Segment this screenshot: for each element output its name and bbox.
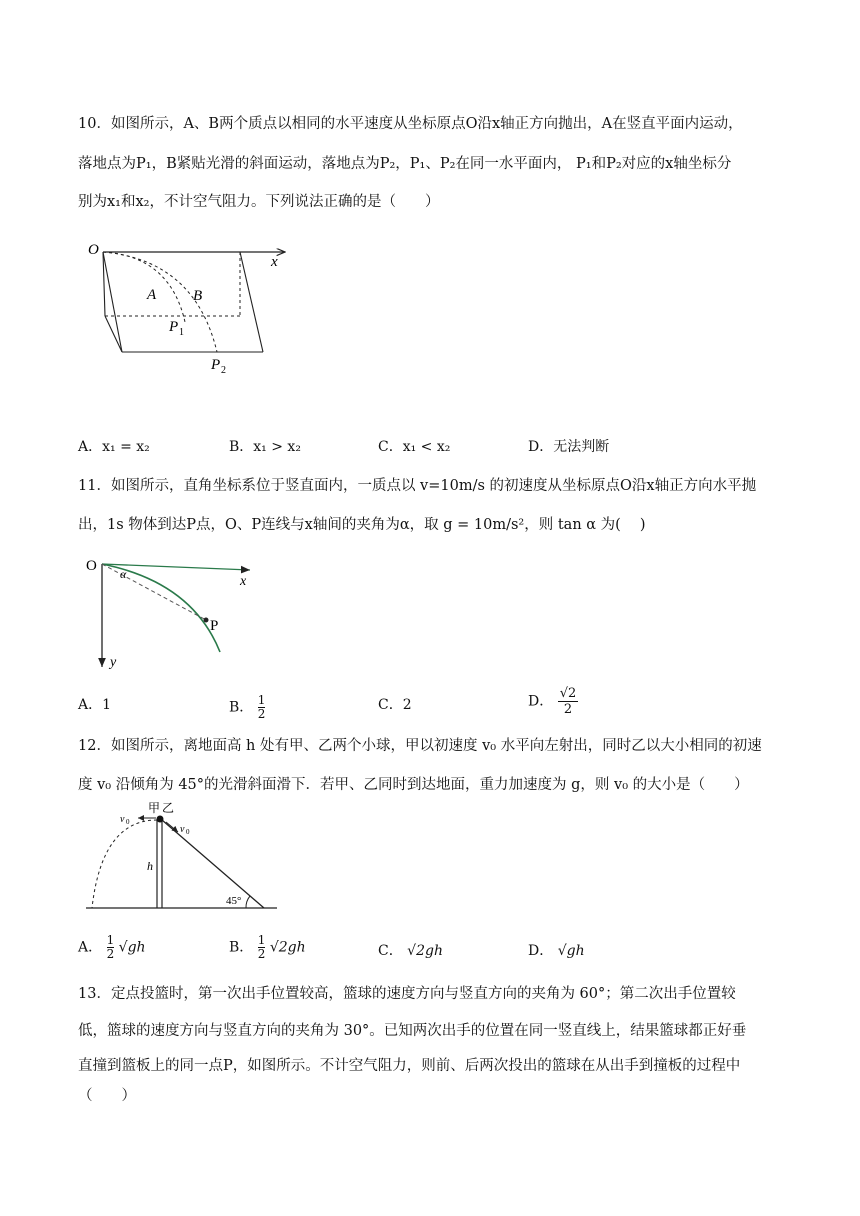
q10-origin-label: O bbox=[88, 242, 99, 258]
q12-label-yi: 乙 bbox=[162, 801, 175, 815]
q12-option-a-denominator: 2 bbox=[106, 947, 115, 961]
q12-option-b-letter: B． bbox=[229, 939, 254, 956]
q10-option-c[interactable]: C．x₁ < x₂ bbox=[378, 439, 451, 455]
q12-option-b-expr: √2gh bbox=[269, 939, 306, 956]
q11-y-label: y bbox=[110, 655, 117, 670]
q10-line-2: 落地点为P₁，B紧贴光滑的斜面运动，落地点为P₂，P₁、P₂在同一水平面内， P₁和P₂对应的x轴坐标分 bbox=[78, 156, 732, 172]
q12-option-b-denominator: 2 bbox=[257, 947, 266, 961]
q12-angle-label: 45° bbox=[226, 895, 242, 907]
q12-option-d-expr: √gh bbox=[557, 943, 585, 959]
q12-h-label: h bbox=[147, 859, 153, 873]
q11-figure bbox=[82, 552, 272, 672]
q10-line-1: 10．如图所示，A、B两个质点以相同的水平速度从坐标原点O沿x轴正方向抛出，A在竖直平面内运动， bbox=[78, 116, 743, 132]
q12-option-c-letter: C． bbox=[378, 943, 403, 959]
q12-option-b-numerator: 1 bbox=[257, 933, 266, 947]
q11-option-b-letter: B． bbox=[229, 699, 254, 716]
q12-v0-left: v bbox=[120, 814, 125, 825]
q12-label-jia: 甲 bbox=[148, 801, 161, 815]
q10-label-a: A bbox=[147, 287, 157, 303]
q12-option-a-letter: A． bbox=[78, 939, 103, 956]
q11-line-2: 出，1s 物体到达P点，O、P连线与x轴间的夹角为α，取 g = 10m/s²，则 tan α 为( ) bbox=[78, 517, 646, 533]
q12-option-c[interactable] bbox=[378, 940, 443, 960]
q12-figure bbox=[82, 800, 282, 916]
q12-option-d-letter: D． bbox=[528, 943, 554, 959]
q12-option-b[interactable] bbox=[229, 934, 306, 961]
q11-option-d-letter: D． bbox=[528, 693, 554, 710]
q11-option-b-numerator: 1 bbox=[257, 693, 266, 707]
q12-v0-left-sub: 0 bbox=[126, 818, 130, 826]
q11-option-b-denominator: 2 bbox=[257, 707, 266, 721]
q11-option-d[interactable] bbox=[528, 686, 578, 717]
q11-line-1: 11．如图所示，直角坐标系位于竖直面内，一质点以 v=10m/s 的初速度从坐标原点O沿x轴正方向水平抛 bbox=[78, 478, 757, 494]
q12-option-a-expr: √gh bbox=[118, 939, 146, 956]
q13-line-2: 低，篮球的速度方向与竖直方向的夹角为 30°。已知两次出手的位置在同一竖直线上，结果篮球都正好垂 bbox=[78, 1023, 747, 1039]
q12-v0-right-sub: 0 bbox=[186, 828, 190, 836]
q11-option-d-denominator: 2 bbox=[563, 702, 573, 717]
q10-label-p2-sub: 2 bbox=[221, 365, 226, 376]
q10-label-p1: P bbox=[169, 319, 179, 335]
q10-label-b: B bbox=[193, 288, 203, 304]
q12-line-2: 度 v₀ 沿倾角为 45°的光滑斜面滑下．若甲、乙同时到达地面，重力加速度为 g，则 v₀ 的大小是（ ） bbox=[78, 777, 749, 793]
q10-line-3: 别为x₁和x₂，不计空气阻力。下列说法正确的是（ ） bbox=[78, 194, 440, 210]
q12-option-d[interactable] bbox=[528, 940, 585, 960]
q10-option-b[interactable]: B．x₁ > x₂ bbox=[229, 439, 301, 455]
q10-figure bbox=[85, 236, 300, 376]
q10-label-p1-sub: 1 bbox=[179, 327, 184, 338]
q11-origin-label: O bbox=[86, 558, 97, 574]
q12-option-a-numerator: 1 bbox=[106, 933, 115, 947]
q12-option-a[interactable] bbox=[78, 934, 146, 961]
q13-line-3: 直撞到篮板上的同一点P，如图所示。不计空气阻力，则前、后两次投出的篮球在从出手到撞板的过程中 bbox=[78, 1058, 741, 1074]
q10-option-a[interactable]: A．x₁ = x₂ bbox=[78, 439, 150, 455]
q11-option-c[interactable]: C．2 bbox=[378, 697, 412, 713]
q10-option-d[interactable]: D．无法判断 bbox=[528, 439, 610, 455]
q11-x-label: x bbox=[240, 574, 247, 589]
q11-option-a[interactable]: A．1 bbox=[78, 697, 112, 713]
q12-option-c-expr: √2gh bbox=[407, 943, 443, 959]
q11-option-d-numerator: √2 bbox=[559, 686, 577, 701]
q12-v0-right: v bbox=[180, 824, 185, 835]
q11-p-label: P bbox=[210, 618, 219, 634]
q10-label-p2: P bbox=[211, 357, 221, 373]
q11-option-b[interactable] bbox=[229, 694, 265, 721]
q13-line-4: （ ） bbox=[78, 1088, 136, 1104]
q10-x-label: x bbox=[271, 254, 278, 270]
q13-line-1: 13．定点投篮时，第一次出手位置较高，篮球的速度方向与竖直方向的夹角为 60°；第二次出手位置较 bbox=[78, 986, 736, 1002]
q12-line-1: 12．如图所示，离地面高 h 处有甲、乙两个小球，甲以初速度 v₀ 水平向左射出，同时乙以大小相同的初速 bbox=[78, 738, 762, 754]
q11-alpha-label: α bbox=[120, 567, 127, 581]
